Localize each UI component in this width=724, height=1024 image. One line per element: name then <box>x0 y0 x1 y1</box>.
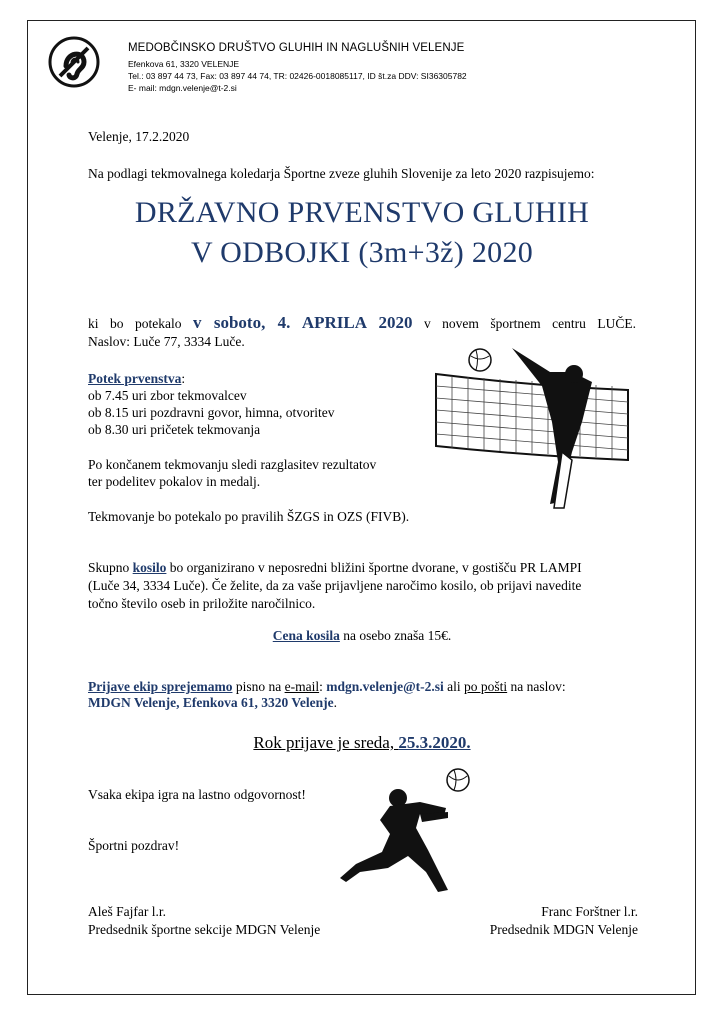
lunch-line-3: točno število oseb in priložite naročilnico. <box>88 596 316 611</box>
title-line-2: V ODBOJKI (3m+3ž) 2020 <box>190 236 534 269</box>
signature-left <box>88 903 320 939</box>
event-post: v novem športnem centru LUČE. <box>412 316 636 331</box>
schedule-item: ob 8.30 uri pričetek tekmovanja <box>88 422 261 437</box>
signature-left-name: Aleš Fajfar l.r. <box>88 904 166 919</box>
event-pre: ki bo potekalo <box>88 316 193 331</box>
awards-line-1: Po končanem tekmovanju sledi razglasitev rezultatov <box>88 457 377 472</box>
lunch-post: bo organizirano v neposredni bližini športne dvorane, v gostišču PR LAMPI <box>166 560 582 575</box>
signature-right <box>490 903 638 939</box>
lunch-line-2: (Luče 34, 3334 Luče). Če želite, da za vaše prijavljene naročimo kosilo, ob prijavi navedite <box>88 578 582 593</box>
organization-header <box>128 42 467 94</box>
lunch-pre: Skupno <box>88 560 133 575</box>
registration-text: na naslov: <box>507 679 566 694</box>
intro-text: Na podlagi tekmovalnega koledarja Športne zveze gluhih Slovenije za leto 2020 razpisujemo: <box>88 166 595 181</box>
schedule-heading <box>88 370 185 388</box>
schedule-item: ob 7.45 uri zbor tekmovalcev <box>88 388 247 403</box>
schedule-heading-colon: : <box>181 371 186 386</box>
volleyball-net-player-illustration <box>432 342 632 512</box>
date-line: Velenje, 17.2.2020 <box>88 129 190 144</box>
organization-address: Efenkova 61, 3320 VELENJE <box>128 59 240 69</box>
volleyball-player-silhouette-illustration <box>336 764 476 904</box>
registration-text: pisno na <box>232 679 285 694</box>
organization-name: MEDOBČINSKO DRUŠTVO GLUHIH IN NAGLUŠNIH VELENJE <box>128 42 465 54</box>
registration-period: . <box>333 695 337 710</box>
schedule-item: ob 8.15 uri pozdravni govor, himna, otvoritev <box>88 405 335 420</box>
registration-line-2 <box>88 694 337 712</box>
hearing-impaired-logo-icon <box>48 36 100 88</box>
registration-post-label: po pošti <box>464 679 508 694</box>
event-line <box>88 314 636 333</box>
deadline-text: Rok prijave je sreda, <box>253 733 399 752</box>
awards-line-2: ter podelitev pokalov in medalj. <box>88 474 261 489</box>
registration-text: ali <box>443 679 465 694</box>
deadline-date: 25.3.2020. <box>398 733 471 752</box>
lunch-keyword: kosilo <box>132 560 167 575</box>
lunch-price <box>0 628 724 644</box>
responsibility-note: Vsaka ekipa igra na lastno odgovornost! <box>88 787 306 802</box>
greeting: Športni pozdrav! <box>88 838 180 853</box>
event-date: v soboto, 4. APRILA 2020 <box>192 313 413 332</box>
deadline <box>0 733 724 753</box>
lunch-price-label: Cena kosila <box>272 628 340 643</box>
registration-text: : <box>319 679 327 694</box>
organization-contacts: Tel.: 03 897 44 73, Fax: 03 897 44 74, TR: 02426-0018085117, ID št.za DDV: SI36305782 <box>128 71 467 81</box>
registration-address: MDGN Velenje, Efenkova 61, 3320 Velenje <box>88 695 334 710</box>
organization-email[interactable]: E- mail: mdgn.velenje@t-2.si <box>128 83 237 93</box>
registration-email-link[interactable]: mdgn.velenje@t-2.si <box>326 679 444 694</box>
lunch-price-text: na osebo znaša 15€. <box>339 628 452 643</box>
signature-left-title: Predsednik športne sekcije MDGN Velenje <box>88 922 321 937</box>
title-line-1: DRŽAVNO PRVENSTVO GLUHIH <box>134 196 590 229</box>
schedule-heading-label: Potek prvenstva <box>88 371 182 386</box>
lunch-line-1 <box>88 559 582 577</box>
signature-right-title: Predsednik MDGN Velenje <box>489 922 638 937</box>
registration-email-label: e-mail <box>284 679 320 694</box>
registration-label: Prijave ekip sprejemamo <box>88 679 233 694</box>
signature-right-name: Franc Forštner l.r. <box>541 904 638 919</box>
rules-text: Tekmovanje bo potekalo po pravilih ŠZGS in OZS (FIVB). <box>88 509 410 524</box>
event-address: Naslov: Luče 77, 3334 Luče. <box>88 334 245 349</box>
